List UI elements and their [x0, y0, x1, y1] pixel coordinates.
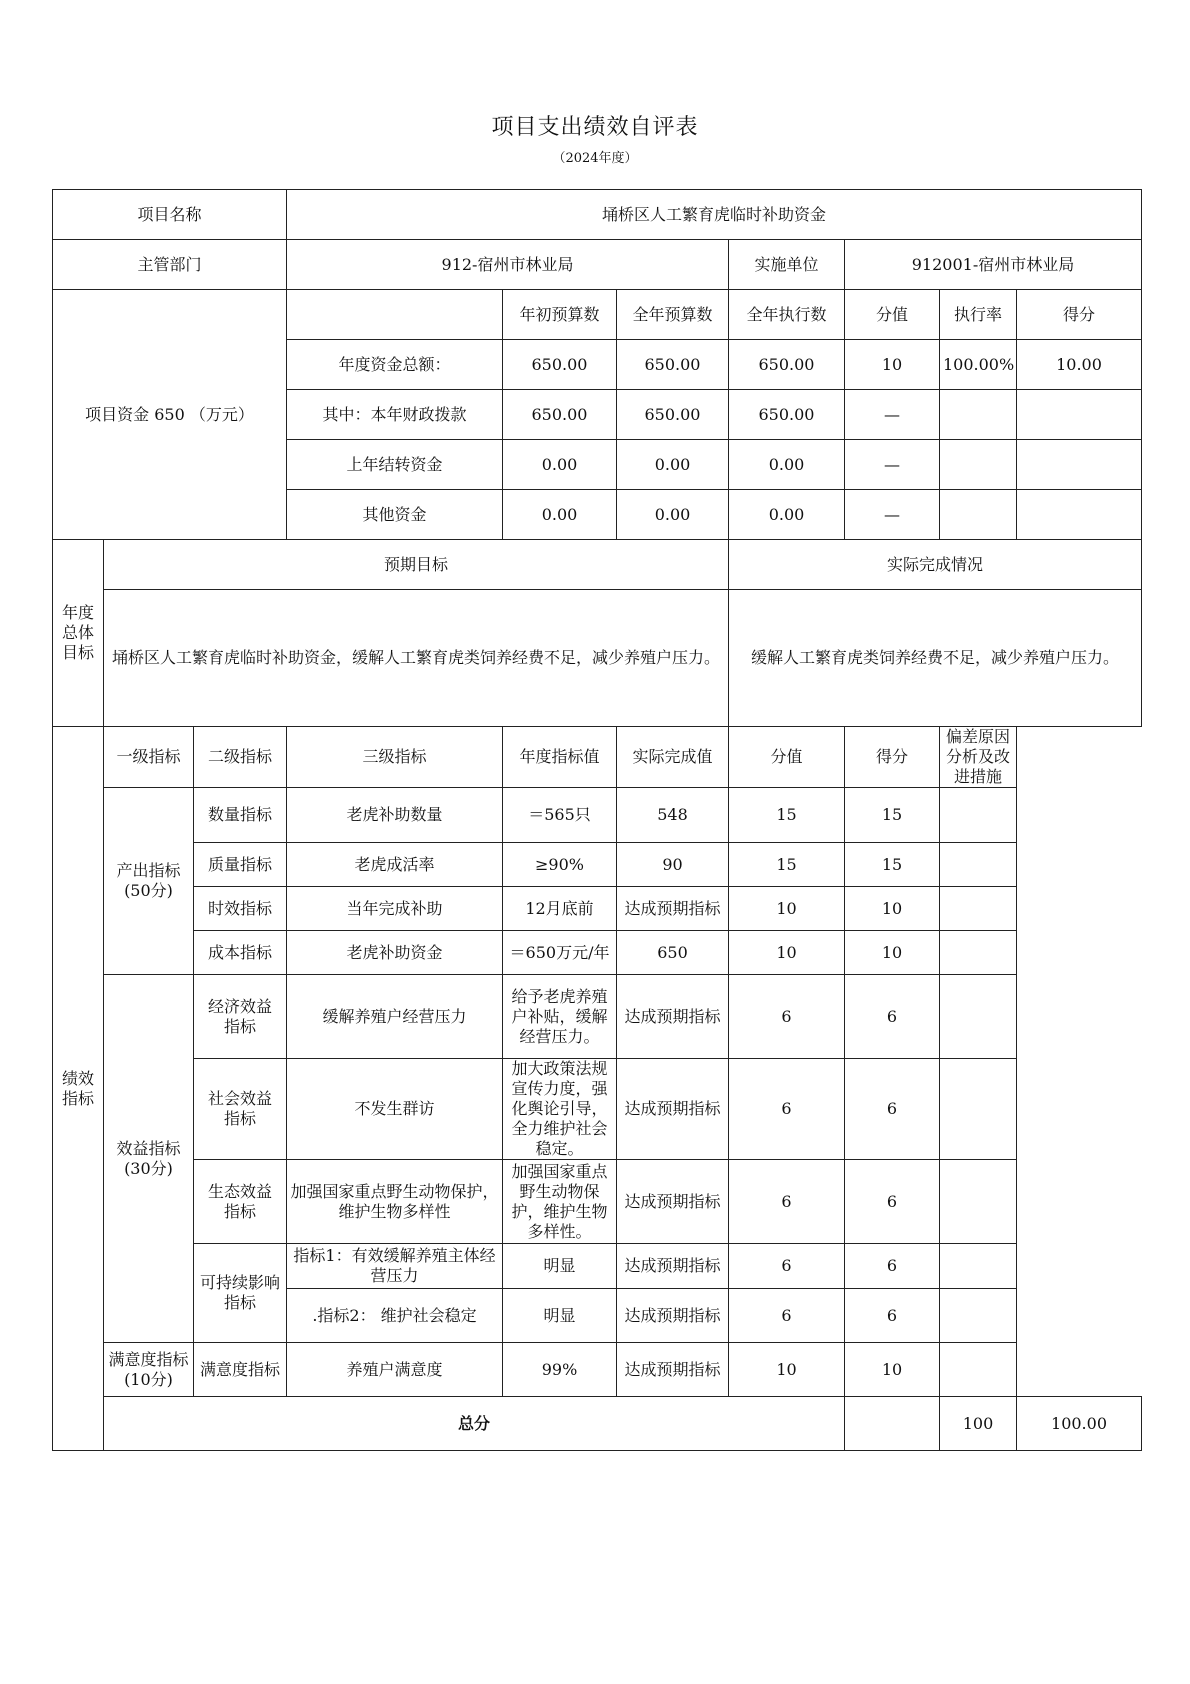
indicator-target: ＝565只: [503, 788, 617, 843]
indicator-weight: 6: [729, 1289, 845, 1343]
expected-goal-header: 预期目标: [104, 540, 729, 590]
funds-row-name: 年度资金总额：: [287, 340, 503, 390]
project-name-value: 埇桥区人工繁育虎临时补助资金: [287, 190, 1142, 240]
actual-result-header: 实际完成情况: [729, 540, 1142, 590]
benefit-category: 效益指标 (30分): [104, 975, 194, 1343]
indicators-label: 绩效指标: [53, 727, 104, 1451]
funds-row-weight: —: [845, 440, 940, 490]
project-name-label: 项目名称: [53, 190, 287, 240]
satisfaction-category: 满意度指标 (10分): [104, 1343, 194, 1397]
indicator-note: [940, 843, 1017, 887]
indicator-actual: 达成预期指标: [617, 1160, 729, 1244]
indicator-score: 15: [845, 788, 940, 843]
funds-header-rate: 执行率: [940, 290, 1017, 340]
level2-header: 二级指标: [194, 727, 287, 788]
indicator-weight: 6: [729, 1059, 845, 1160]
unit-value: 912001-宿州市林业局: [845, 240, 1142, 290]
indicator-weight: 15: [729, 788, 845, 843]
indicator-level3: 老虎补助资金: [287, 931, 503, 975]
indicator-actual: 达成预期指标: [617, 1343, 729, 1397]
indicator-target: 给予老虎养殖户补贴，缓解经营压力。: [503, 975, 617, 1059]
indicator-level2: 生态效益 指标: [194, 1160, 287, 1244]
indicator-target: 加大政策法规宣传力度，强化舆论引导，全力维护社会稳定。: [503, 1059, 617, 1160]
indicator-actual: 548: [617, 788, 729, 843]
funds-row-annual: 650.00: [617, 390, 729, 440]
funds-row-initial: 0.00: [503, 490, 617, 540]
indicator-level3: 加强国家重点野生动物保护，维护生物多样性: [287, 1160, 503, 1244]
indicator-row: [53, 788, 1142, 843]
expected-goal-text: 埇桥区人工繁育虎临时补助资金，缓解人工繁育虎类饲养经费不足，减少养殖户压力。: [104, 590, 729, 727]
indicator-weight: 10: [729, 887, 845, 931]
indicator-actual: 达成预期指标: [617, 1244, 729, 1289]
weight-header: 分值: [729, 727, 845, 788]
funds-row-rate: 100.00%: [940, 340, 1017, 390]
indicator-level2: 成本指标: [194, 931, 287, 975]
indicator-level2: 数量指标: [194, 788, 287, 843]
indicator-level3: 老虎补助数量: [287, 788, 503, 843]
indicator-weight: 10: [729, 931, 845, 975]
indicator-row: [53, 1343, 1142, 1397]
indicator-level3: 不发生群访: [287, 1059, 503, 1160]
indicator-level3: 当年完成补助: [287, 887, 503, 931]
funds-row-rate: [940, 440, 1017, 490]
indicator-note: [940, 1244, 1017, 1289]
indicator-score: 10: [845, 1343, 940, 1397]
indicator-target: 明显: [503, 1289, 617, 1343]
indicator-row: [53, 975, 1142, 1059]
funds-row-executed: 650.00: [729, 390, 845, 440]
indicator-target: 明显: [503, 1244, 617, 1289]
indicator-actual: 达成预期指标: [617, 1059, 729, 1160]
funds-row-name: 其中：本年财政拨款: [287, 390, 503, 440]
indicator-actual: 达成预期指标: [617, 1289, 729, 1343]
funds-label: 项目资金 650 （万元）: [53, 290, 287, 540]
funds-row-score: [1017, 490, 1142, 540]
indicator-level3: 指标1：有效缓解养殖主体经营压力: [287, 1244, 503, 1289]
page-subtitle: （2024年度）: [552, 151, 638, 166]
indicator-score: 10: [845, 887, 940, 931]
indicator-row: [53, 1244, 1142, 1289]
funds-row-weight: 10: [845, 340, 940, 390]
indicator-level2: 经济效益 指标: [194, 975, 287, 1059]
score-header: 得分: [845, 727, 940, 788]
indicator-actual: 90: [617, 843, 729, 887]
indicator-note: [940, 1289, 1017, 1343]
funds-header-weight: 分值: [845, 290, 940, 340]
indicator-weight: 15: [729, 843, 845, 887]
funds-row-name: 其他资金: [287, 490, 503, 540]
indicator-actual: 达成预期指标: [617, 975, 729, 1059]
actual-header: 实际完成值: [617, 727, 729, 788]
funds-header-blank: [287, 290, 503, 340]
project-dept-row: [53, 240, 1142, 290]
total-score: 100.00: [1017, 1397, 1142, 1451]
goals-content-row: [53, 590, 1142, 727]
funds-row-rate: [940, 390, 1017, 440]
indicator-row: [53, 887, 1142, 931]
indicator-level3: .指标2： 维护社会稳定: [287, 1289, 503, 1343]
output-category: 产出指标 (50分): [104, 788, 194, 975]
dept-value: 912-宿州市林业局: [287, 240, 729, 290]
indicator-row: [53, 1059, 1142, 1160]
indicator-note: [940, 1343, 1017, 1397]
indicator-actual: 650: [617, 931, 729, 975]
indicator-note: [940, 931, 1017, 975]
funds-row-score: 10.00: [1017, 340, 1142, 390]
indicator-row: [53, 931, 1142, 975]
funds-row-rate: [940, 490, 1017, 540]
funds-row-score: [1017, 440, 1142, 490]
total-weight: 100: [940, 1397, 1017, 1451]
funds-row-weight: —: [845, 390, 940, 440]
level1-header: 一级指标: [104, 727, 194, 788]
funds-row-annual: 650.00: [617, 340, 729, 390]
total-row: [53, 1397, 1142, 1451]
level3-header: 三级指标: [287, 727, 503, 788]
indicator-weight: 10: [729, 1343, 845, 1397]
dept-label: 主管部门: [53, 240, 287, 290]
total-blank: [845, 1397, 940, 1451]
indicator-level2: 可持续影响 指标: [194, 1244, 287, 1343]
indicator-actual: 达成预期指标: [617, 887, 729, 931]
project-name-row: [53, 190, 1142, 240]
indicator-target: ≥90%: [503, 843, 617, 887]
indicator-weight: 6: [729, 1244, 845, 1289]
indicator-level3: 缓解养殖户经营压力: [287, 975, 503, 1059]
indicator-level3: 老虎成活率: [287, 843, 503, 887]
indicator-score: 6: [845, 1244, 940, 1289]
funds-header-annual: 全年预算数: [617, 290, 729, 340]
funds-row-annual: 0.00: [617, 440, 729, 490]
indicator-note: [940, 788, 1017, 843]
funds-row-score: [1017, 390, 1142, 440]
indicator-note: [940, 1160, 1017, 1244]
funds-row-executed: 0.00: [729, 440, 845, 490]
indicator-row: [53, 1160, 1142, 1244]
funds-row-executed: 650.00: [729, 340, 845, 390]
indicator-note: [940, 975, 1017, 1059]
funds-row-annual: 0.00: [617, 490, 729, 540]
actual-result-text: 缓解人工繁育虎类饲养经费不足，减少养殖户压力。: [729, 590, 1142, 727]
target-header: 年度指标值: [503, 727, 617, 788]
indicator-level3: 养殖户满意度: [287, 1343, 503, 1397]
indicator-score: 6: [845, 1289, 940, 1343]
funds-row-initial: 650.00: [503, 390, 617, 440]
goals-header-row: [53, 540, 1142, 590]
indicator-note: [940, 887, 1017, 931]
indicator-level2: 时效指标: [194, 887, 287, 931]
funds-row-weight: —: [845, 490, 940, 540]
indicator-target: 加强国家重点野生动物保护，维护生物多样性。: [503, 1160, 617, 1244]
total-label: 总分: [104, 1397, 845, 1451]
indicator-note: [940, 1059, 1017, 1160]
indicator-weight: 6: [729, 1160, 845, 1244]
indicator-target: 12月底前: [503, 887, 617, 931]
indicator-score: 6: [845, 975, 940, 1059]
indicator-level2: 满意度指标: [194, 1343, 287, 1397]
unit-label: 实施单位: [729, 240, 845, 290]
funds-header-initial: 年初预算数: [503, 290, 617, 340]
funds-row-executed: 0.00: [729, 490, 845, 540]
funds-row-name: 上年结转资金: [287, 440, 503, 490]
funds-header-executed: 全年执行数: [729, 290, 845, 340]
note-header: 偏差原因分析及改进措施: [940, 727, 1017, 788]
indicator-target: ＝650万元/年: [503, 931, 617, 975]
funds-row-initial: 0.00: [503, 440, 617, 490]
indicator-row: [53, 843, 1142, 887]
indicator-score: 15: [845, 843, 940, 887]
funds-header-score: 得分: [1017, 290, 1142, 340]
indicator-target: 99%: [503, 1343, 617, 1397]
indicator-weight: 6: [729, 975, 845, 1059]
goals-label: 年度总体目标: [53, 540, 104, 727]
funds-header-row: [53, 290, 1142, 340]
funds-row-initial: 650.00: [503, 340, 617, 390]
indicator-score: 6: [845, 1160, 940, 1244]
indicator-level2: 质量指标: [194, 843, 287, 887]
page-title: 项目支出绩效自评表: [491, 115, 699, 140]
performance-table: [52, 189, 1142, 1451]
indicator-level2: 社会效益 指标: [194, 1059, 287, 1160]
indicators-header-row: [53, 727, 1142, 788]
indicator-score: 6: [845, 1059, 940, 1160]
indicator-score: 10: [845, 931, 940, 975]
